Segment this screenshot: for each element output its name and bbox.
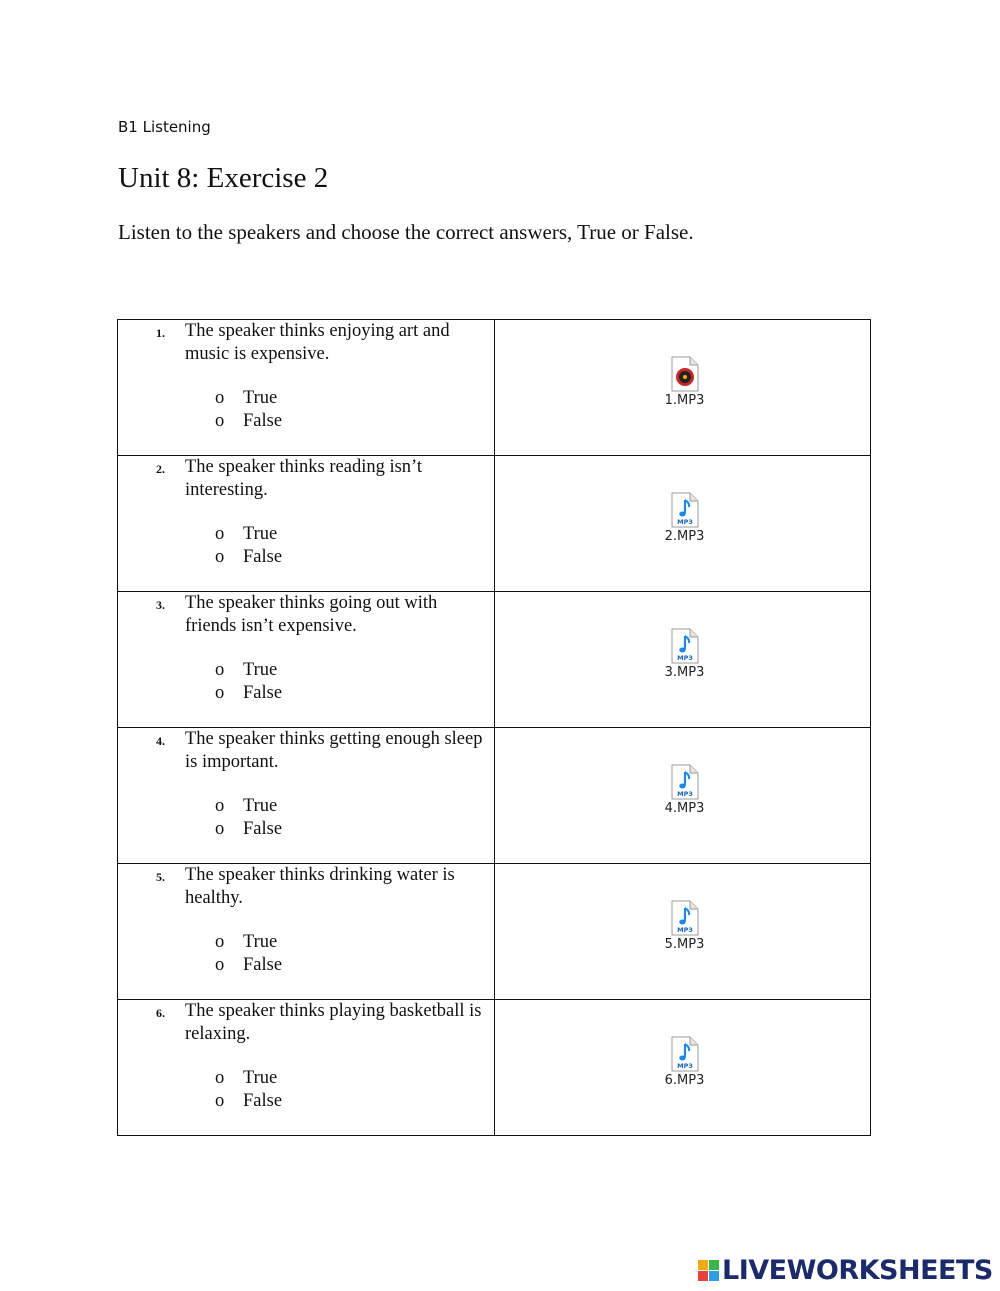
mp3-file-icon [655,492,715,528]
option-label: True [243,796,278,816]
liveworksheets-logo [698,1253,993,1287]
option-bullet: o [215,796,225,816]
question-row [118,592,871,728]
question-number: 2. [156,462,165,476]
audio-file[interactable] [655,1036,715,1088]
mp3-file-icon [655,1036,715,1072]
audio-file[interactable] [655,492,715,544]
audio-file[interactable] [655,900,715,952]
svg-text:MP3: MP3 [676,790,693,798]
audio-file[interactable] [655,356,715,408]
option-bullet: o [215,955,225,975]
option-label: False [243,547,283,567]
audio-cell [494,1000,871,1136]
question-text: The speaker thinks playing basketball is relaxing. [185,1001,482,1044]
audio-file[interactable] [655,628,715,680]
media-file-icon [655,356,715,392]
option-false[interactable] [215,546,282,569]
option-bullet: o [215,819,225,839]
svg-text:MP3: MP3 [676,518,693,526]
option-false[interactable] [215,954,282,977]
question-row [118,1000,871,1136]
mp3-file-icon [655,900,715,936]
question-cell [118,864,495,1000]
svg-text:MP3: MP3 [676,926,693,934]
option-label: False [243,819,283,839]
question-number: 5. [156,870,165,884]
option-bullet: o [215,932,225,952]
audio-cell [494,320,871,456]
option-label: True [243,660,278,680]
question-row [118,320,871,456]
option-bullet: o [215,547,225,567]
svg-text:MP3: MP3 [676,654,693,662]
option-label: False [243,411,283,431]
audio-file-name: 5.MP3 [664,937,705,952]
audio-file-name: 6.MP3 [664,1073,705,1088]
option-false[interactable] [215,818,282,841]
option-bullet: o [215,524,225,544]
option-bullet: o [215,1091,225,1111]
option-true[interactable] [215,795,277,818]
option-true[interactable] [215,523,277,546]
brand-name: LIVEWORKSHEETS [722,1254,993,1286]
question-text: The speaker thinks enjoying art and music is expensive. [185,321,450,364]
option-label: False [243,955,283,975]
option-label: True [243,388,278,408]
audio-cell [494,728,871,864]
svg-text:MP3: MP3 [676,1062,693,1070]
audio-file-name: 4.MP3 [664,801,705,816]
option-label: True [243,1068,278,1088]
audio-file-name: 3.MP3 [664,665,705,680]
question-number: 3. [156,598,165,612]
question-cell [118,728,495,864]
questions-table [117,319,871,1136]
option-false[interactable] [215,1090,282,1113]
option-label: True [243,524,278,544]
option-label: False [243,683,283,703]
option-true[interactable] [215,659,277,682]
option-bullet: o [215,660,225,680]
question-number: 6. [156,1006,165,1020]
option-bullet: o [215,411,225,431]
mp3-file-icon [655,764,715,800]
question-cell [118,592,495,728]
option-label: False [243,1091,283,1111]
audio-file-name: 1.MP3 [664,393,705,408]
instructions: Listen to the speakers and choose the correct answers, True or False. [118,220,694,244]
option-false[interactable] [215,410,282,433]
option-true[interactable] [215,1067,277,1090]
option-bullet: o [215,388,225,408]
mp3-file-icon [655,628,715,664]
course-label: B1 Listening [118,118,211,136]
option-bullet: o [215,1068,225,1088]
option-true[interactable] [215,387,277,410]
option-label: True [243,932,278,952]
question-cell [118,456,495,592]
question-text: The speaker thinks reading isn’t interesting. [185,457,423,500]
question-text: The speaker thinks getting enough sleep is important. [185,729,483,772]
question-number: 4. [156,734,165,748]
audio-file-name: 2.MP3 [664,529,705,544]
question-cell [118,1000,495,1136]
question-text: The speaker thinks going out with friends isn’t expensive. [185,593,438,636]
question-row [118,728,871,864]
option-false[interactable] [215,682,282,705]
audio-cell [494,864,871,1000]
page-title: Unit 8: Exercise 2 [118,162,329,194]
option-true[interactable] [215,931,277,954]
audio-cell [494,592,871,728]
logo-blocks-icon [698,1260,719,1281]
question-number: 1. [156,326,165,340]
audio-cell [494,456,871,592]
question-row [118,864,871,1000]
question-text: The speaker thinks drinking water is healthy. [185,865,455,908]
audio-file[interactable] [655,764,715,816]
question-cell [118,320,495,456]
question-row [118,456,871,592]
option-bullet: o [215,683,225,703]
